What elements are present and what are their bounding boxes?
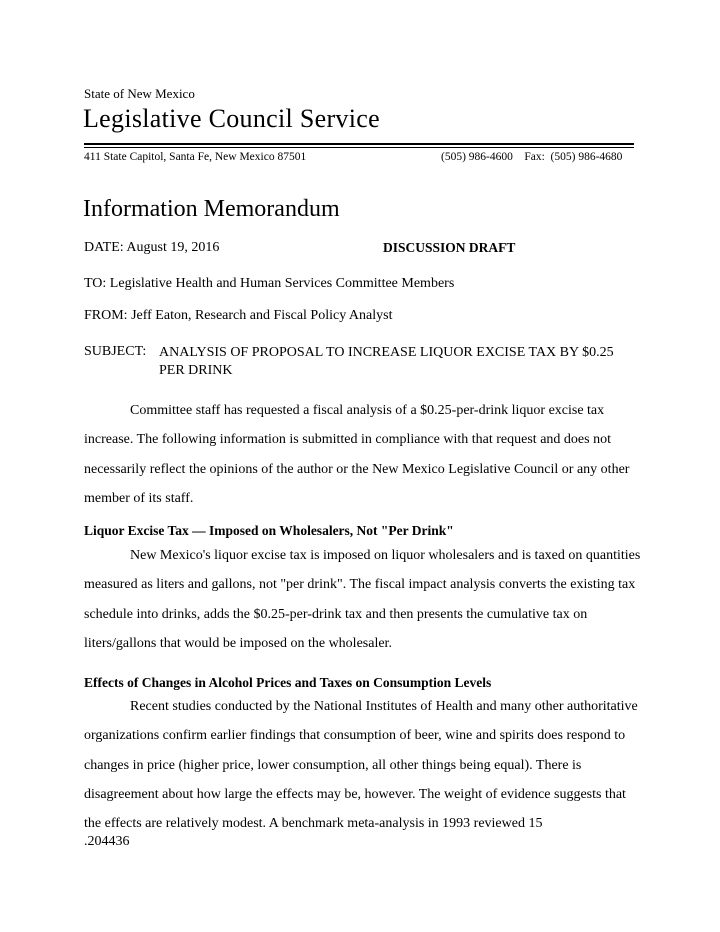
memo-to: TO: Legislative Health and Human Services Committee Members [84,276,455,291]
section1-text: New Mexico's liquor excise tax is imposed on liquor wholesalers and is taxed on quantities measured as liters and gallons, not "per drink". The fiscal impact analysis converts the existing tax schedule into drinks, adds the $0.25-per-drink tax and then presents the cumulative tax on liters/gallons that would be imposed on the wholesaler. [84,548,641,651]
subject-text: ANALYSIS OF PROPOSAL TO INCREASE LIQUOR EXCISE TAX BY $0.25 PER DRINK [159,345,614,378]
intro-text: Committee staff has requested a fiscal analysis of a $0.25-per-drink liquor excise tax increase. The following information is submitted in compliance with that request and does not necessarily reflect the opinions of the author or the New Mexico Legislative Council or any other member of its staff. [84,403,630,506]
subject-label: SUBJECT: [84,344,147,359]
document-id: .204436 [84,834,130,849]
agency-address: 411 State Capitol, Santa Fe, New Mexico 87501 [84,151,307,163]
header-rule-thick [84,143,634,145]
header-rule-thin [84,147,634,148]
section2-heading: Effects of Changes in Alcohol Prices and Taxes on Consumption Levels [84,675,492,690]
section1-paragraph [84,541,644,658]
memo-title: Information Memorandum [83,196,340,222]
agency-phone-fax: (505) 986-4600 Fax: (505) 986-4680 [441,151,623,163]
section1-heading: Liquor Excise Tax — Imposed on Wholesalers, Not "Per Drink" [84,523,454,538]
memo-from: FROM: Jeff Eaton, Research and Fiscal Policy Analyst [84,308,393,323]
intro-paragraph [84,396,644,513]
draft-label: DISCUSSION DRAFT [383,240,516,255]
section2-paragraph [84,692,644,838]
agency-title: Legislative Council Service [83,104,380,133]
memo-date: DATE: August 19, 2016 [84,240,220,255]
section2-text: Recent studies conducted by the National Institutes of Health and many other authoritative organizations confirm earlier findings that consumption of beer, wine and spirits does respond to changes in price (higher price, lower consumption, all other things being equal). There is disagreement about how large the effects may be, however. The weight of evidence suggests that the effects are relatively modest. A benchmark meta-analysis in 1993 reviewed 15 [84,699,638,832]
state-name: State of New Mexico [84,86,195,101]
